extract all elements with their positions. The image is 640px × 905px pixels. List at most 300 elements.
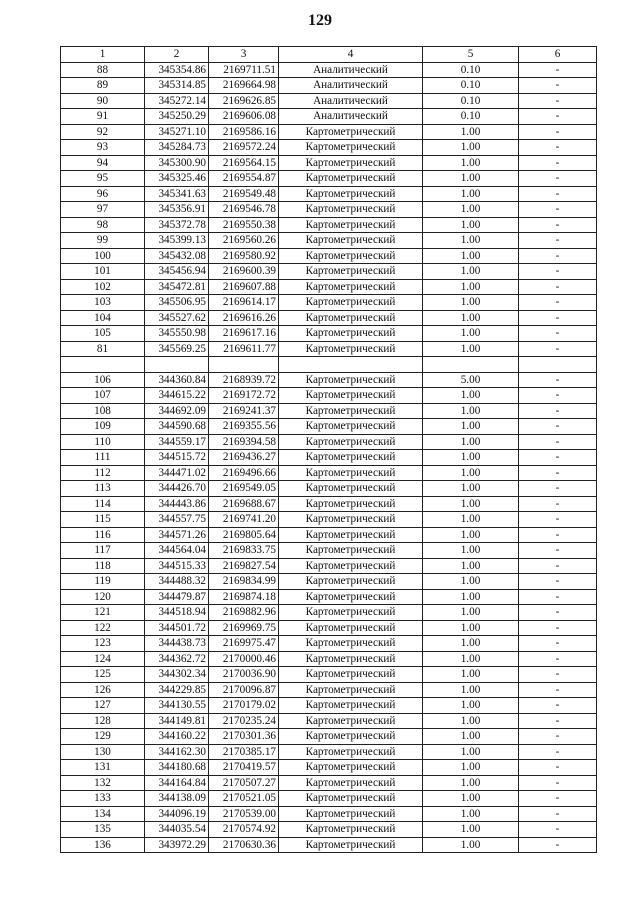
note-cell: - (519, 155, 597, 171)
method-cell: Картометрический (279, 574, 423, 590)
y-coordinate-cell: 2170385.17 (209, 744, 279, 760)
accuracy-cell: 1.00 (423, 620, 519, 636)
y-coordinate-cell: 2169550.38 (209, 217, 279, 233)
y-coordinate-cell: 2169600.39 (209, 264, 279, 280)
method-cell: Картометрический (279, 295, 423, 311)
y-coordinate-cell: 2169611.77 (209, 341, 279, 357)
x-coordinate-cell: 345456.94 (145, 264, 209, 280)
accuracy-cell: 1.00 (423, 574, 519, 590)
method-cell: Картометрический (279, 264, 423, 280)
table-row (61, 744, 597, 760)
accuracy-cell: 1.00 (423, 512, 519, 528)
accuracy-cell: 1.00 (423, 403, 519, 419)
point-number-cell: 92 (61, 124, 145, 140)
y-coordinate-cell: 2170507.27 (209, 775, 279, 791)
y-coordinate-cell: 2169572.24 (209, 140, 279, 156)
table-row (61, 481, 597, 497)
accuracy-cell: 1.00 (423, 264, 519, 280)
y-coordinate-cell: 2170000.46 (209, 651, 279, 667)
coordinates-table (60, 46, 597, 853)
point-number-cell: 113 (61, 481, 145, 497)
method-cell: Картометрический (279, 822, 423, 838)
x-coordinate-cell: 345271.10 (145, 124, 209, 140)
point-number-cell: 128 (61, 713, 145, 729)
table-row (61, 140, 597, 156)
note-cell: - (519, 217, 597, 233)
y-coordinate-cell: 2170539.00 (209, 806, 279, 822)
empty-cell (279, 357, 423, 373)
empty-cell (519, 357, 597, 373)
table-row (61, 372, 597, 388)
y-coordinate-cell: 2169805.64 (209, 527, 279, 543)
header-cell-method: 4 (279, 47, 423, 63)
y-coordinate-cell: 2169586.16 (209, 124, 279, 140)
x-coordinate-cell: 345527.62 (145, 310, 209, 326)
note-cell: - (519, 667, 597, 683)
method-cell: Картометрический (279, 837, 423, 853)
method-cell: Картометрический (279, 279, 423, 295)
y-coordinate-cell: 2169626.85 (209, 93, 279, 109)
y-coordinate-cell: 2169549.05 (209, 481, 279, 497)
table-row (61, 186, 597, 202)
table-row (61, 419, 597, 435)
header-cell-x: 2 (145, 47, 209, 63)
note-cell: - (519, 620, 597, 636)
note-cell: - (519, 341, 597, 357)
table-row (61, 496, 597, 512)
point-number-cell: 117 (61, 543, 145, 559)
accuracy-cell: 1.00 (423, 155, 519, 171)
accuracy-cell: 1.00 (423, 140, 519, 156)
note-cell: - (519, 295, 597, 311)
accuracy-cell: 1.00 (423, 837, 519, 853)
method-cell: Картометрический (279, 527, 423, 543)
accuracy-cell: 1.00 (423, 171, 519, 187)
accuracy-cell: 0.10 (423, 62, 519, 78)
y-coordinate-cell: 2169741.20 (209, 512, 279, 528)
table-row (61, 326, 597, 342)
x-coordinate-cell: 345314.85 (145, 78, 209, 94)
x-coordinate-cell: 344488.32 (145, 574, 209, 590)
accuracy-cell: 1.00 (423, 791, 519, 807)
x-coordinate-cell: 344426.70 (145, 481, 209, 497)
x-coordinate-cell: 344590.68 (145, 419, 209, 435)
method-cell: Картометрический (279, 341, 423, 357)
table-row (61, 837, 597, 853)
accuracy-cell: 0.10 (423, 93, 519, 109)
table-row (61, 233, 597, 249)
y-coordinate-cell: 2169617.16 (209, 326, 279, 342)
x-coordinate-cell: 344096.19 (145, 806, 209, 822)
x-coordinate-cell: 344518.94 (145, 605, 209, 621)
accuracy-cell: 1.00 (423, 217, 519, 233)
point-number-cell: 124 (61, 651, 145, 667)
table-row (61, 155, 597, 171)
table-row (61, 388, 597, 404)
empty-cell (61, 357, 145, 373)
accuracy-cell: 1.00 (423, 822, 519, 838)
x-coordinate-cell: 344692.09 (145, 403, 209, 419)
table-row (61, 341, 597, 357)
accuracy-cell: 1.00 (423, 651, 519, 667)
note-cell: - (519, 264, 597, 280)
note-cell: - (519, 481, 597, 497)
x-coordinate-cell: 345300.90 (145, 155, 209, 171)
note-cell: - (519, 822, 597, 838)
method-cell: Картометрический (279, 186, 423, 202)
x-coordinate-cell: 344515.33 (145, 558, 209, 574)
x-coordinate-cell: 344501.72 (145, 620, 209, 636)
method-cell: Картометрический (279, 682, 423, 698)
x-coordinate-cell: 344138.09 (145, 791, 209, 807)
y-coordinate-cell: 2170179.02 (209, 698, 279, 714)
table-row (61, 512, 597, 528)
note-cell: - (519, 713, 597, 729)
point-number-cell: 103 (61, 295, 145, 311)
method-cell: Аналитический (279, 109, 423, 125)
method-cell: Картометрический (279, 713, 423, 729)
y-coordinate-cell: 2169606.08 (209, 109, 279, 125)
y-coordinate-cell: 2170630.36 (209, 837, 279, 853)
point-number-cell: 98 (61, 217, 145, 233)
x-coordinate-cell: 344471.02 (145, 465, 209, 481)
y-coordinate-cell: 2169554.87 (209, 171, 279, 187)
y-coordinate-cell: 2169882.96 (209, 605, 279, 621)
note-cell: - (519, 729, 597, 745)
point-number-cell: 101 (61, 264, 145, 280)
point-number-cell: 115 (61, 512, 145, 528)
table-row (61, 543, 597, 559)
header-cell-accuracy: 5 (423, 47, 519, 63)
y-coordinate-cell: 2170521.05 (209, 791, 279, 807)
note-cell: - (519, 465, 597, 481)
accuracy-cell: 1.00 (423, 636, 519, 652)
accuracy-cell: 0.10 (423, 78, 519, 94)
x-coordinate-cell: 344160.22 (145, 729, 209, 745)
method-cell: Картометрический (279, 543, 423, 559)
y-coordinate-cell: 2169614.17 (209, 295, 279, 311)
point-number-cell: 102 (61, 279, 145, 295)
x-coordinate-cell: 344035.54 (145, 822, 209, 838)
method-cell: Картометрический (279, 791, 423, 807)
x-coordinate-cell: 345325.46 (145, 171, 209, 187)
point-number-cell: 111 (61, 450, 145, 466)
method-cell: Картометрический (279, 171, 423, 187)
y-coordinate-cell: 2169355.56 (209, 419, 279, 435)
y-coordinate-cell: 2170419.57 (209, 760, 279, 776)
table-row (61, 279, 597, 295)
table-row (61, 729, 597, 745)
y-coordinate-cell: 2169394.58 (209, 434, 279, 450)
table-row (61, 713, 597, 729)
empty-cell (423, 357, 519, 373)
accuracy-cell: 1.00 (423, 682, 519, 698)
x-coordinate-cell: 344515.72 (145, 450, 209, 466)
x-coordinate-cell: 344164.84 (145, 775, 209, 791)
note-cell: - (519, 140, 597, 156)
table-row (61, 651, 597, 667)
table-row (61, 620, 597, 636)
method-cell: Картометрический (279, 155, 423, 171)
x-coordinate-cell: 345550.98 (145, 326, 209, 342)
x-coordinate-cell: 345506.95 (145, 295, 209, 311)
point-number-cell: 122 (61, 620, 145, 636)
note-cell: - (519, 233, 597, 249)
method-cell: Картометрический (279, 481, 423, 497)
method-cell: Картометрический (279, 450, 423, 466)
point-number-cell: 110 (61, 434, 145, 450)
table-row (61, 558, 597, 574)
accuracy-cell: 1.00 (423, 806, 519, 822)
y-coordinate-cell: 2170235.24 (209, 713, 279, 729)
table-row (61, 667, 597, 683)
accuracy-cell: 1.00 (423, 667, 519, 683)
note-cell: - (519, 543, 597, 559)
table-row (61, 465, 597, 481)
x-coordinate-cell: 344557.75 (145, 512, 209, 528)
point-number-cell: 81 (61, 341, 145, 357)
accuracy-cell: 1.00 (423, 295, 519, 311)
method-cell: Картометрический (279, 419, 423, 435)
table-row (61, 109, 597, 125)
point-number-cell: 123 (61, 636, 145, 652)
method-cell: Картометрический (279, 698, 423, 714)
table-row (61, 605, 597, 621)
header-cell-note: 6 (519, 47, 597, 63)
x-coordinate-cell: 345250.29 (145, 109, 209, 125)
table-row (61, 78, 597, 94)
accuracy-cell: 1.00 (423, 124, 519, 140)
accuracy-cell: 1.00 (423, 496, 519, 512)
accuracy-cell: 1.00 (423, 326, 519, 342)
x-coordinate-cell: 345284.73 (145, 140, 209, 156)
point-number-cell: 94 (61, 155, 145, 171)
note-cell: - (519, 186, 597, 202)
y-coordinate-cell: 2169172.72 (209, 388, 279, 404)
point-number-cell: 97 (61, 202, 145, 218)
y-coordinate-cell: 2169616.26 (209, 310, 279, 326)
accuracy-cell: 1.00 (423, 543, 519, 559)
y-coordinate-cell: 2169975.47 (209, 636, 279, 652)
point-number-cell: 100 (61, 248, 145, 264)
point-number-cell: 89 (61, 78, 145, 94)
point-number-cell: 116 (61, 527, 145, 543)
accuracy-cell: 1.00 (423, 419, 519, 435)
note-cell: - (519, 589, 597, 605)
table-row (61, 264, 597, 280)
accuracy-cell: 1.00 (423, 527, 519, 543)
table-row (61, 202, 597, 218)
x-coordinate-cell: 344130.55 (145, 698, 209, 714)
point-number-cell: 134 (61, 806, 145, 822)
x-coordinate-cell: 343972.29 (145, 837, 209, 853)
method-cell: Картометрический (279, 217, 423, 233)
y-coordinate-cell: 2169969.75 (209, 620, 279, 636)
accuracy-cell: 1.00 (423, 248, 519, 264)
table-row (61, 217, 597, 233)
note-cell: - (519, 372, 597, 388)
note-cell: - (519, 574, 597, 590)
y-coordinate-cell: 2169827.54 (209, 558, 279, 574)
x-coordinate-cell: 345354.86 (145, 62, 209, 78)
note-cell: - (519, 93, 597, 109)
y-coordinate-cell: 2169241.37 (209, 403, 279, 419)
point-number-cell: 105 (61, 326, 145, 342)
table-row (61, 791, 597, 807)
x-coordinate-cell: 344162.30 (145, 744, 209, 760)
point-number-cell: 133 (61, 791, 145, 807)
header-cell-point-number: 1 (61, 47, 145, 63)
method-cell: Картометрический (279, 124, 423, 140)
page-number: 129 (308, 12, 332, 29)
note-cell: - (519, 124, 597, 140)
accuracy-cell: 1.00 (423, 744, 519, 760)
method-cell: Картометрический (279, 806, 423, 822)
table-row (61, 93, 597, 109)
empty-cell (209, 357, 279, 373)
y-coordinate-cell: 2169549.48 (209, 186, 279, 202)
note-cell: - (519, 279, 597, 295)
note-cell: - (519, 248, 597, 264)
empty-cell (145, 357, 209, 373)
note-cell: - (519, 202, 597, 218)
method-cell: Картометрический (279, 775, 423, 791)
table-row (61, 310, 597, 326)
point-number-cell: 112 (61, 465, 145, 481)
x-coordinate-cell: 344438.73 (145, 636, 209, 652)
accuracy-cell: 5.00 (423, 372, 519, 388)
note-cell: - (519, 806, 597, 822)
table-row (61, 62, 597, 78)
accuracy-cell: 1.00 (423, 558, 519, 574)
method-cell: Картометрический (279, 744, 423, 760)
point-number-cell: 109 (61, 419, 145, 435)
method-cell: Картометрический (279, 372, 423, 388)
accuracy-cell: 1.00 (423, 279, 519, 295)
table-row (61, 682, 597, 698)
table-row (61, 822, 597, 838)
x-coordinate-cell: 345399.13 (145, 233, 209, 249)
note-cell: - (519, 651, 597, 667)
table-row (61, 760, 597, 776)
y-coordinate-cell: 2170574.92 (209, 822, 279, 838)
y-coordinate-cell: 2169688.67 (209, 496, 279, 512)
y-coordinate-cell: 2169580.92 (209, 248, 279, 264)
y-coordinate-cell: 2169874.18 (209, 589, 279, 605)
method-cell: Картометрический (279, 310, 423, 326)
accuracy-cell: 1.00 (423, 605, 519, 621)
y-coordinate-cell: 2169436.27 (209, 450, 279, 466)
point-number-cell: 106 (61, 372, 145, 388)
note-cell: - (519, 326, 597, 342)
point-number-cell: 104 (61, 310, 145, 326)
note-cell: - (519, 698, 597, 714)
point-number-cell: 99 (61, 233, 145, 249)
x-coordinate-cell: 345272.14 (145, 93, 209, 109)
method-cell: Картометрический (279, 465, 423, 481)
method-cell: Картометрический (279, 605, 423, 621)
note-cell: - (519, 558, 597, 574)
method-cell: Картометрический (279, 651, 423, 667)
accuracy-cell: 1.00 (423, 310, 519, 326)
table-row (61, 636, 597, 652)
method-cell: Аналитический (279, 62, 423, 78)
y-coordinate-cell: 2170036.90 (209, 667, 279, 683)
point-number-cell: 107 (61, 388, 145, 404)
x-coordinate-cell: 344479.87 (145, 589, 209, 605)
method-cell: Картометрический (279, 620, 423, 636)
point-number-cell: 127 (61, 698, 145, 714)
accuracy-cell: 1.00 (423, 388, 519, 404)
method-cell: Картометрический (279, 388, 423, 404)
x-coordinate-cell: 344362.72 (145, 651, 209, 667)
point-number-cell: 91 (61, 109, 145, 125)
header-cell-y: 3 (209, 47, 279, 63)
accuracy-cell: 1.00 (423, 186, 519, 202)
method-cell: Картометрический (279, 140, 423, 156)
note-cell: - (519, 837, 597, 853)
accuracy-cell: 1.00 (423, 589, 519, 605)
point-number-cell: 119 (61, 574, 145, 590)
y-coordinate-cell: 2169564.15 (209, 155, 279, 171)
table-row (61, 171, 597, 187)
table-row (61, 574, 597, 590)
table-row (61, 775, 597, 791)
point-number-cell: 95 (61, 171, 145, 187)
x-coordinate-cell: 345341.63 (145, 186, 209, 202)
note-cell: - (519, 403, 597, 419)
table-row (61, 527, 597, 543)
table-row (61, 434, 597, 450)
note-cell: - (519, 791, 597, 807)
accuracy-cell: 1.00 (423, 202, 519, 218)
group-separator-row (61, 357, 597, 373)
accuracy-cell: 1.00 (423, 450, 519, 466)
table-body (61, 62, 597, 853)
note-cell: - (519, 434, 597, 450)
note-cell: - (519, 775, 597, 791)
x-coordinate-cell: 344615.22 (145, 388, 209, 404)
y-coordinate-cell: 2169833.75 (209, 543, 279, 559)
table-row (61, 589, 597, 605)
method-cell: Картометрический (279, 248, 423, 264)
x-coordinate-cell: 345569.25 (145, 341, 209, 357)
x-coordinate-cell: 344443.86 (145, 496, 209, 512)
point-number-cell: 93 (61, 140, 145, 156)
note-cell: - (519, 450, 597, 466)
accuracy-cell: 1.00 (423, 729, 519, 745)
point-number-cell: 125 (61, 667, 145, 683)
method-cell: Картометрический (279, 434, 423, 450)
y-coordinate-cell: 2169664.98 (209, 78, 279, 94)
x-coordinate-cell: 345432.08 (145, 248, 209, 264)
method-cell: Картометрический (279, 403, 423, 419)
y-coordinate-cell: 2169834.99 (209, 574, 279, 590)
y-coordinate-cell: 2169546.78 (209, 202, 279, 218)
method-cell: Картометрический (279, 558, 423, 574)
x-coordinate-cell: 344360.84 (145, 372, 209, 388)
accuracy-cell: 1.00 (423, 465, 519, 481)
method-cell: Картометрический (279, 233, 423, 249)
x-coordinate-cell: 344229.85 (145, 682, 209, 698)
y-coordinate-cell: 2169560.26 (209, 233, 279, 249)
x-coordinate-cell: 344559.17 (145, 434, 209, 450)
method-cell: Картометрический (279, 667, 423, 683)
point-number-cell: 96 (61, 186, 145, 202)
note-cell: - (519, 419, 597, 435)
point-number-cell: 108 (61, 403, 145, 419)
point-number-cell: 114 (61, 496, 145, 512)
